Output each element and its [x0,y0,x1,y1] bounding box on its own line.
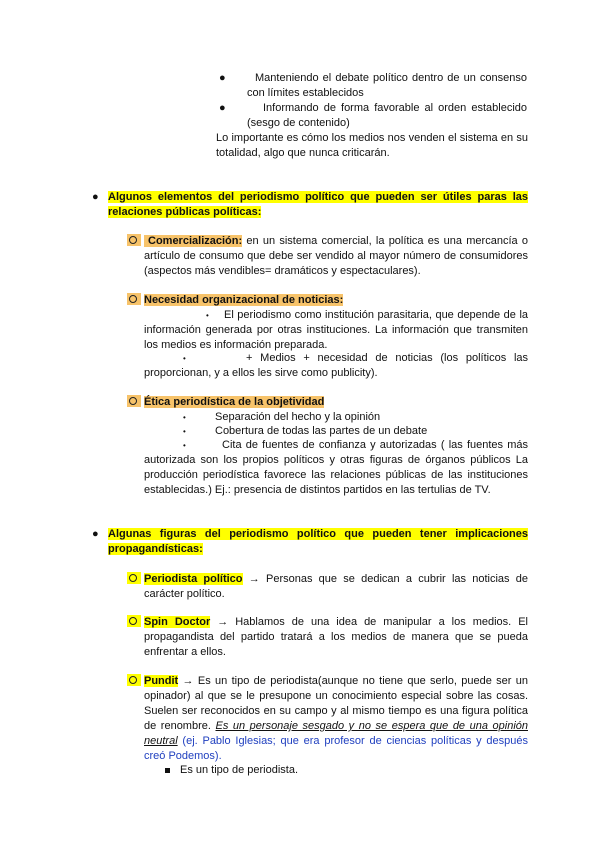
bullet-dot: ● [219,102,226,114]
section1-item-ethics-sub1: Separación del hecho y la opinión [215,411,381,423]
section-bullet-dot: ● [92,191,99,203]
section2-item-political-journalist: Periodista político → Personas que se dedican a cubrir las noticias de carácter político. [144,573,528,600]
section1-item-ethics-sub3: Cita de fuentes de confianza y autorizadas ( las fuentes más autorizada son los propios políticos y otras figuras de órganos públicos La producción periodística favorece las relaciones públicas de las instituciones establecidas.) Ej.: presencia de distintos partidos en las tertulias de TV. [144,439,528,496]
hollow-bullet-icon [127,293,141,305]
hollow-bullet-icon [127,615,141,627]
bullet-dot: ● [219,72,226,84]
section1-item-news-need-sub2: + Medios + necesidad de noticias (los políticos las proporcionan, y a ellos les sirve como publicity). [144,352,528,379]
small-bullet: • [183,413,186,422]
section1-item-news-need-sub1: El periodismo como institución parasitaria, que depende de la información generada por otras instituciones. La información que transmiten los medios es información preparada. [144,309,528,351]
section-bullet-dot: ● [92,528,99,540]
small-bullet: • [206,311,209,320]
hollow-bullet-icon [127,395,141,407]
top-bullet-2: Informando de forma favorable al orden establecido (sesgo de contenido) [247,102,527,129]
hollow-bullet-icon [127,674,141,686]
section1-item-news-need-title: Necesidad organizacional de noticias: [144,294,344,306]
small-bullet: • [183,427,186,436]
small-bullet: • [183,441,186,450]
hollow-bullet-icon [127,572,141,584]
section2-item-spin-doctor: Spin Doctor → Hablamos de una idea de manipular a los medios. El propagandista del partido tratará a los medios de manera que se pueda enfrentar a ellos. [144,616,528,658]
section1-item-commercialization: Comercialización: en un sistema comercial, la política es una mercancía o artículo de consumo que debe ser vendido al mayor número de consumidores (aspectos más vendibles= dramáticos y espectaculares). [144,235,528,277]
top-bullet-1: Manteniendo el debate político dentro de un consenso con límites establecidos [247,72,527,99]
section1-item-ethics-title: Ética periodística de la objetividad [144,396,325,408]
section1-heading: Algunos elementos del periodismo político que pueden ser útiles paras las relaciones públicas políticas: [108,191,528,218]
section2-item-pundit-sub1: Es un tipo de periodista. [180,764,299,776]
hollow-bullet-icon [127,234,141,246]
section2-item-pundit: Pundit → Es un tipo de periodista(aunque no tiene que serlo, puede ser un opinador) al que se le presupone un conocimiento especial sobre las cosas. Suelen ser reconocidos en su campo y al mismo tiempo es una figura política de renombre. Es un personaje sesgado y no se espera que de una opinión neutral (ej. Pablo Iglesias; que era profesor de ciencias políticas y después creó Podemos). [144,675,528,762]
top-paragraph: Lo importante es cómo los medios nos venden el sistema en su totalidad, algo que nunca criticarán. [216,132,528,159]
square-bullet-icon [165,768,170,773]
section2-heading: Algunas figuras del periodismo político que pueden tener implicaciones propagandísticas: [108,528,528,555]
section1-item-ethics-sub2: Cobertura de todas las partes de un debate [215,425,428,437]
small-bullet: • [183,354,186,363]
